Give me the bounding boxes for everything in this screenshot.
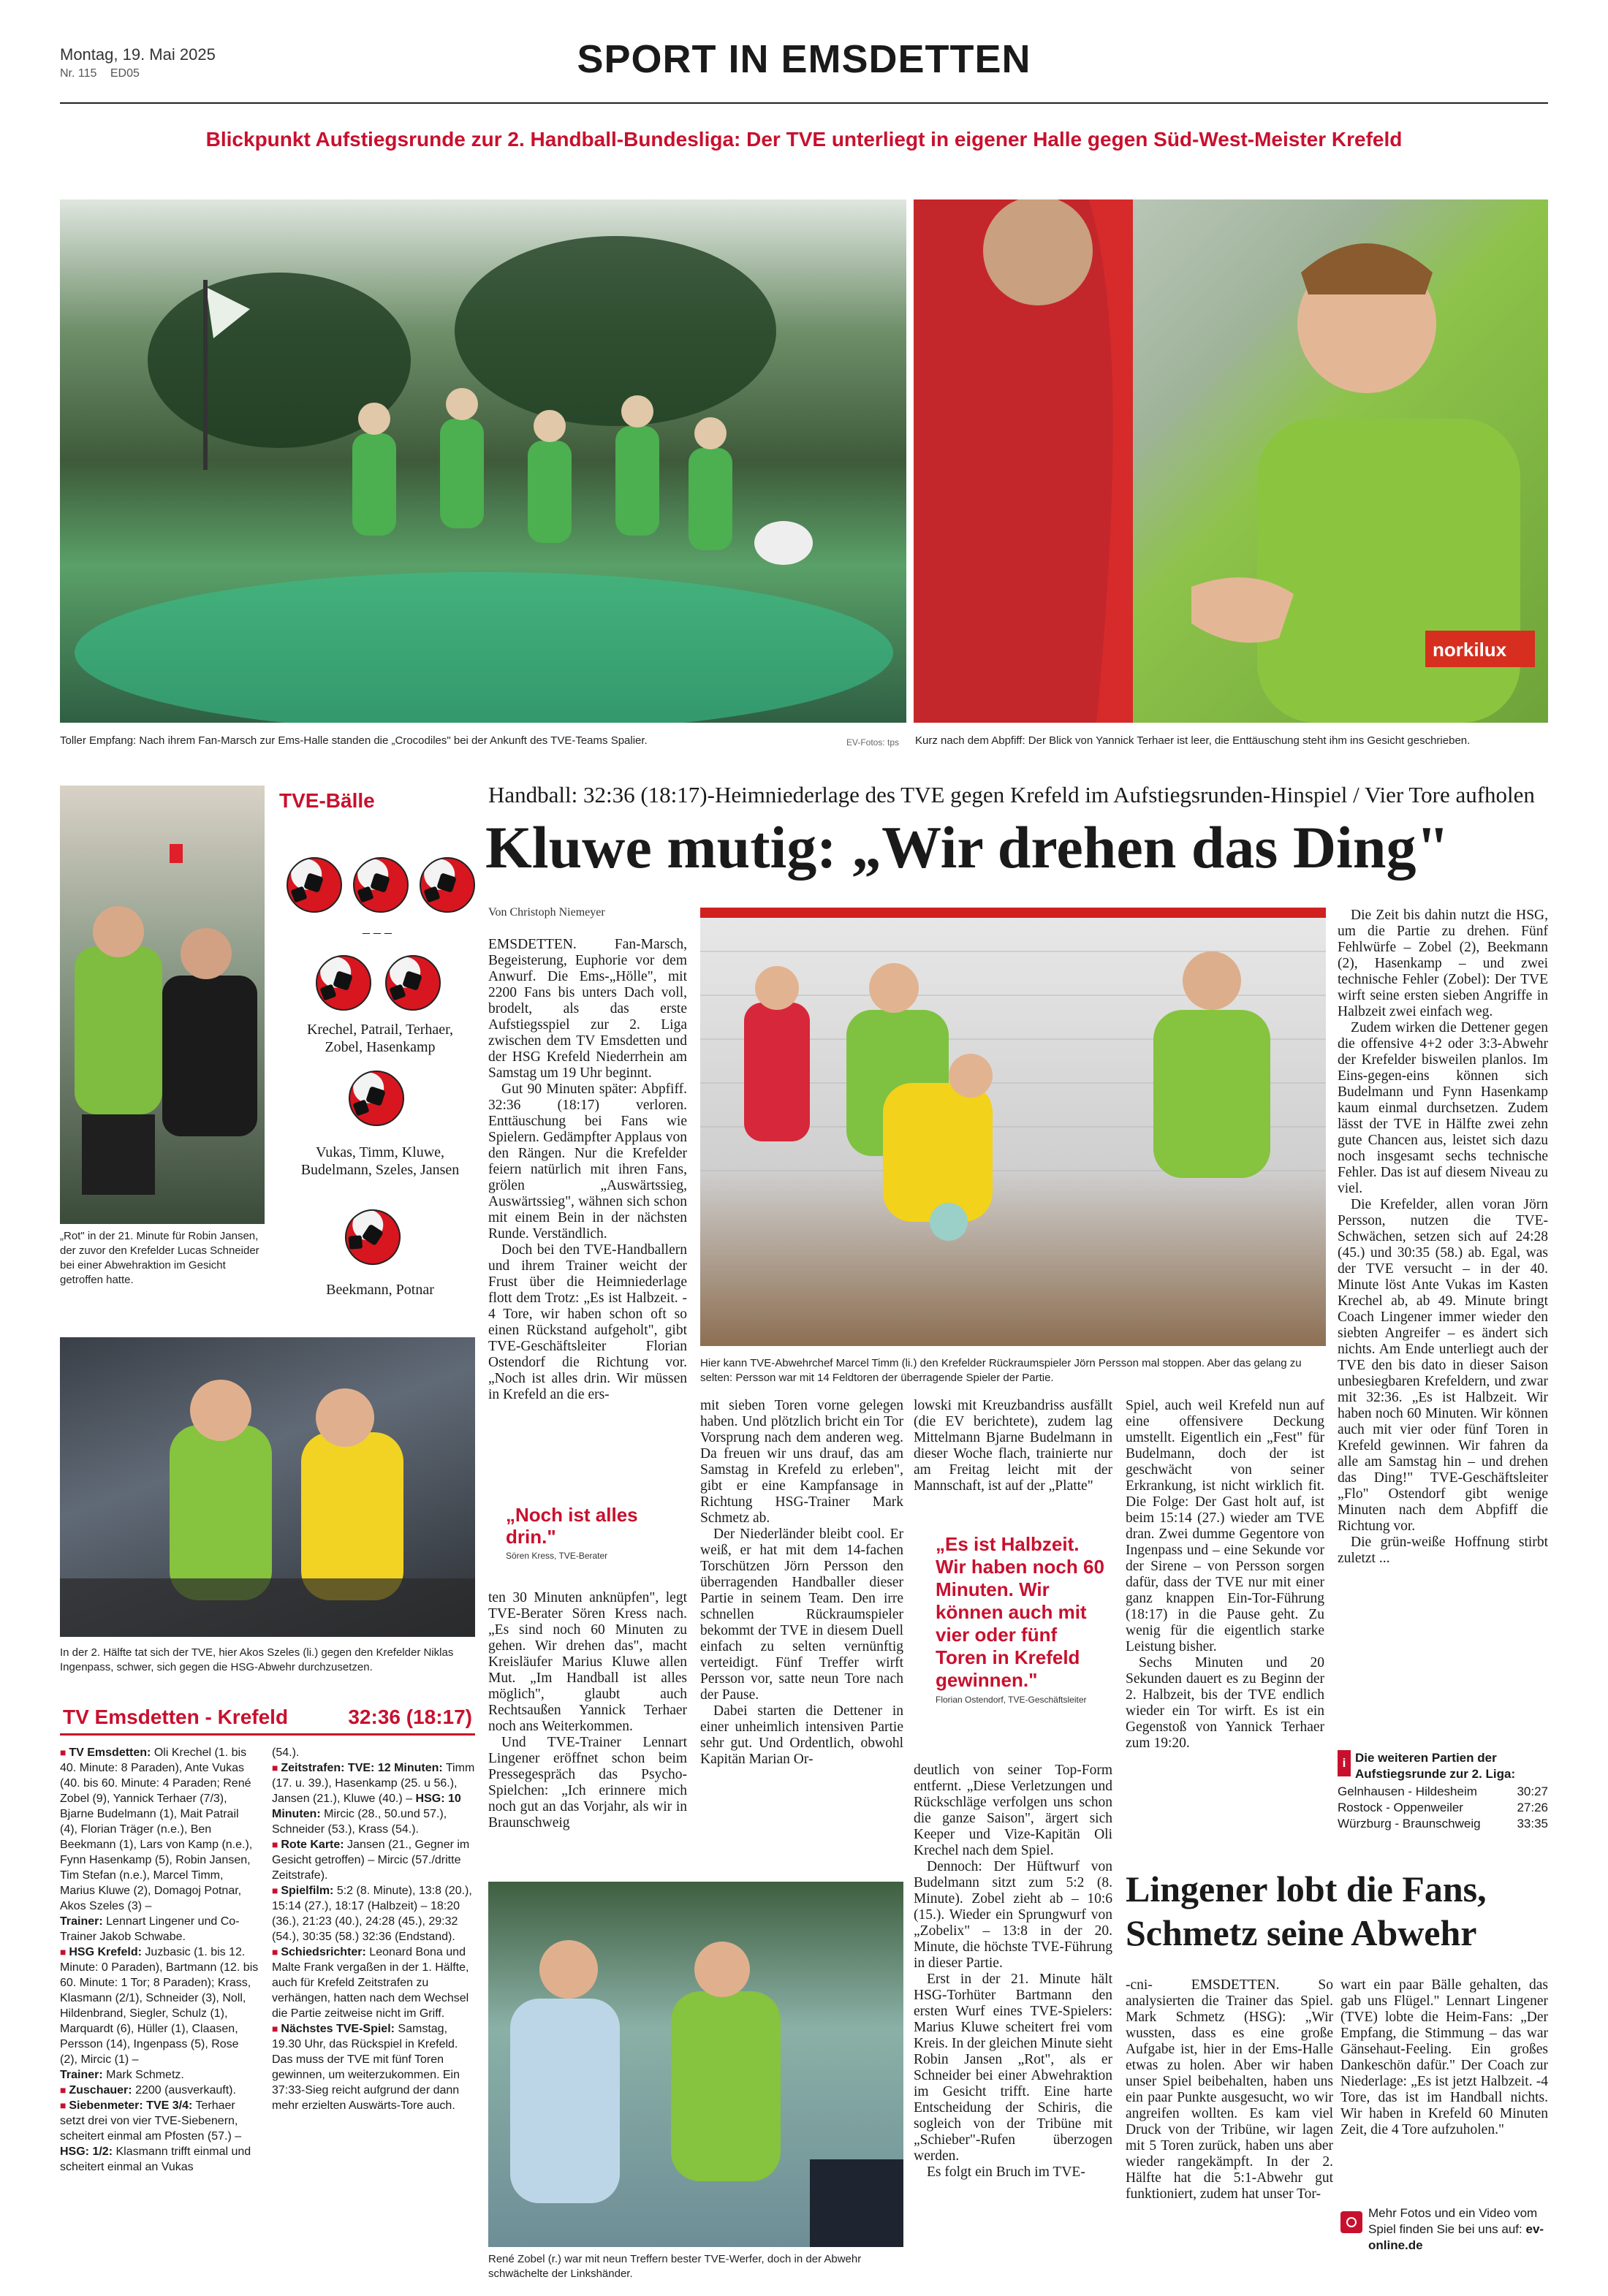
header-date: Montag, 19. Mai 2025 [60, 45, 216, 64]
stats-text: Lennart Lingener und Co-Trainer Jakob Schwabe. [60, 1915, 240, 1943]
stats-label: Siebenmeter: TVE 3/4: [69, 2099, 193, 2112]
red-card-illustration [60, 786, 265, 1224]
article-col-5 [1338, 908, 1548, 1567]
red-ball-icon [316, 955, 371, 1011]
red-ball-icon [385, 955, 441, 1011]
stats-entry [60, 2098, 259, 2144]
pull-quote-2 [936, 1533, 1111, 1705]
second-col-b [1340, 1977, 1548, 2138]
balls-group-2 [316, 955, 441, 1014]
paragraph: deutlich von seiner Top-Form entfernt. „Diese Verletzungen und Rückschläge verfolgen uns schon die ganze Saison", ärgert sich Keeper und Vize-Kapitän Oli Krechel nach dem Spiel. [914, 1763, 1112, 1858]
photo-credit: EV-Fotos: tps [846, 737, 900, 748]
stats-text: Timm (17. u. 39.), Hasenkamp (25. u 56.), Jansen (21.), Kluwe (40.) – [272, 1762, 475, 1805]
stats-entry [60, 1745, 259, 1914]
stats-text: Klasmann trifft einmal und scheitert einmal an Vukas [60, 2145, 251, 2173]
stats-entry [60, 2144, 259, 2175]
kicker-line: Blickpunkt Aufstiegsrunde zur 2. Handball-Bundesliga: Der TVE unterliegt in eigener Halle gegen Süd-West-Meister Krefeld [205, 128, 1403, 151]
cracked-ball-icon [338, 1203, 406, 1271]
paragraph: Dabei starten die Dettener in einer unheimlich intensiven Partie sehr gut. Und Ordentlich, obwohl Kapitän Marian Or- [700, 1703, 903, 1767]
pull-quote-text: „Es ist Halbzeit. Wir haben noch 60 Minuten. Wir können auch mit vier oder fünf Toren in Krefeld gewinnen." [936, 1533, 1104, 1691]
fan-march-illustration [60, 199, 906, 723]
balls-group-2-names: Krechel, Patrail, Terhaer, Zobel, Hasenkamp [306, 1022, 454, 1055]
stats-text: Mircic (28., 50.und 57.), Schneider (53.), Krass (54.). [272, 1808, 447, 1836]
svg-text:norkilux: norkilux [1433, 639, 1507, 661]
balls-group-4 [345, 1209, 401, 1268]
stats-entry [60, 2067, 259, 2083]
timm-persson-illustration [700, 908, 1326, 1346]
balls-group-3-names: Vukas, Timm, Kluwe, Budelmann, Szeles, Jansen [300, 1144, 460, 1178]
info-icon: i [1338, 1750, 1351, 1776]
promo-text: Mehr Fotos und ein Video vom Spiel finden Sie bei uns auf: [1368, 2206, 1538, 2236]
stats-text: (54.). [272, 1746, 300, 1759]
article-author: Von Christoph Niemeyer [488, 906, 605, 919]
stats-label: Nächstes TVE-Spiel: [281, 2023, 395, 2035]
online-promo[interactable] [1340, 2205, 1548, 2254]
result-row [1338, 1800, 1548, 1816]
paragraph: Gut 90 Minuten später: Abpfiff. 32:36 (18:17) verloren. Enttäuschung bei Fans wie Spielern. Gedämpfter Applaus von den Rängen. Nur die Krefelder feiern natürlich mit ihren Fans, grölen „Auswärtssieg, Auswärtssieg", wähnen sich schon mit einem Bein in der nächsten Runde. Verständlich. [488, 1082, 687, 1242]
stats-entry [60, 1914, 259, 1945]
stats-entry [272, 1837, 475, 1883]
zobel-caption: René Zobel (r.) war mit neun Treffern bester TVE-Werfer, doch in der Abwehr schwächelte der Linkshänder. [488, 2253, 862, 2280]
balls-dash: – – – [363, 924, 392, 940]
zobel-illustration [488, 1882, 903, 2247]
stats-entry [272, 1883, 475, 1945]
stats-entry [272, 1945, 475, 2021]
stats-label: HSG: 1/2: [60, 2145, 113, 2158]
paragraph: Die grün-weiße Hoffnung stirbt zuletzt ... [1338, 1535, 1548, 1566]
article-col-4 [1126, 1398, 1324, 1752]
result-score: 33:35 [1517, 1817, 1548, 1831]
timm-persson-caption: Hier kann TVE-Abwehrchef Marcel Timm (li.) den Krefelder Rückraumspieler Jörn Persson mal stoppen. Aber das gelang zu selten: Persson war mit 14 Feldtoren der überragende Spieler der Partie. [700, 1357, 1302, 1384]
second-col-a [1126, 1977, 1333, 2202]
stats-entry [272, 1745, 475, 1760]
stats-text: Terhaer setzt drei von vier TVE-Siebenern, scheitert einmal am Pfosten (57.) – [60, 2099, 242, 2143]
red-card-caption: „Rot" in der 21. Minute für Robin Jansen, der zuvor den Krefelder Lucas Schneider bei einer Abwehraktion im Gesicht getroffen hatte. [60, 1230, 259, 1286]
camera-icon [1340, 2211, 1362, 2233]
stats-label: HSG: 10 Minuten: [272, 1793, 461, 1820]
paragraph: Spiel, auch weil Krefeld nun auf eine offensivere Deckung umstellt. Eigentlich ein „Fest" für Budelmann, doch der ist geschwächt von seiner Erkrankung, ist nicht wirklich fit. Die Folge: Der Gast holt auf, ist beim 15:14 (27.) wieder am TVE dran. Zwei dumme Gegentore von Ingenpass und – eine Sekunde vor der Sirene – von Persson sorgen dafür, dass der TVE nur mit einer ganz knappen Ein-Tor-Führung (18:17) in die Pause geht. Zu wenig für die eigentlich starke Leistung bisher. [1126, 1398, 1324, 1654]
stats-label: Schiedsrichter: [281, 1946, 366, 1958]
fan-march-photo [60, 199, 906, 723]
promo-link[interactable]: ev-online.de [1368, 2222, 1544, 2252]
balls-group-1 [287, 857, 475, 916]
issue-number: Nr. 115 [60, 67, 97, 80]
pull-quote-source: Sören Kress, TVE-Berater [506, 1551, 608, 1561]
fan-march-caption: Toller Empfang: Nach ihrem Fan-Marsch zur Ems-Halle standen die „Crocodiles" bei der Ankunft des TVE-Teams Spalier. [60, 734, 648, 747]
pull-quote-text: „Noch ist alles drin." [506, 1504, 638, 1548]
paragraph: EMSDETTEN. Fan-Marsch, Begeisterung, Euphorie vor dem Anwurf. Die Ems-„Hölle", mit 2200 Fans bis unters Dach voll, brodelt, als das erste Aufstiegsspiel zur 2. Liga zwischen dem TV Emsdetten und der HSG Krefeld Niederrhein am Samstag um 19 Uhr beginnt. [488, 937, 687, 1081]
balls-title: TVE-Bälle [279, 789, 375, 812]
red-card-photo [60, 786, 265, 1224]
paragraph: wart ein paar Bälle gehalten, das gab uns Flügel." Lennart Lingener (TVE) lobte die Heim-Fans: „Der Empfang, die Stimmung – das war Gänsehaut-Feeling. Ein großes Dankeschön dafür." Der Coach zur Niederlage: „Es ist jetzt Halbzeit. -4 Tore, das ist im Handball nichts. Wir haben in Krefeld 60 Minuten Zeit, die 4 Tore aufzuholen." [1340, 1977, 1548, 2137]
header-rule [60, 102, 1548, 104]
stats-label: Zuschauer: [69, 2084, 132, 2097]
stats-text: Jansen (21., Gegner im Gesicht getroffen) – Mircic (57./dritte Zeitstrafe). [272, 1839, 470, 1882]
paragraph: ten 30 Minuten anknüpfen", legt TVE-Berater Sören Kress nach. „Es sind noch 60 Minuten zu gehen. Wir drehen das", macht Kreisläufer Marius Kluwe allen Mut. „Im Handball ist alles möglich", glaubt auch Rechtsaußen Yannick Terhaer noch ans Weiterkommen. [488, 1590, 687, 1734]
article-col-3 [914, 1398, 1112, 1494]
balls-box [272, 786, 482, 1312]
stats-label: Trainer: [60, 2069, 103, 2081]
stats-right-col [272, 1745, 475, 2113]
zobel-photo [488, 1882, 903, 2247]
promo-text-wrap [1368, 2205, 1548, 2254]
result-match: Gelnhausen - Hildesheim [1338, 1784, 1477, 1798]
stats-label: Rote Karte: [281, 1839, 344, 1851]
stats-title: TV Emsdetten - Krefeld [63, 1706, 289, 1728]
result-match: Rostock - Oppenweiler [1338, 1801, 1463, 1814]
paragraph: Zudem wirken die Dettener gegen die offensive 4+2 oder 3:3-Abwehr der Krefelder bisweilen planlos. Im Eins-gegen-eins können sich Budelmann und Fynn Hasenkamp kaum einmal durchsetzen. Zudem lässt der TVE in Hälfte zwei zehn gute Chancen aus, leistet sich dazu noch insgesamt sechs technische Fehler. Das ist auf diesem Niveau zu viel. [1338, 1020, 1548, 1196]
stats-left-col [60, 1745, 259, 2175]
stats-text: Mark Schmetz. [106, 2069, 184, 2081]
result-row [1338, 1816, 1548, 1832]
stats-label: TV Emsdetten: [69, 1746, 151, 1759]
results-title [1338, 1750, 1548, 1782]
paragraph: Sechs Minuten und 20 Sekunden dauert es zu Beginn der 2. Halbzeit, bis der TVE endlich wieder ein Tor wirft. Es ist ein Gegenstoß von Yannick Terhaer zum 19:20. [1126, 1655, 1324, 1751]
paragraph: lowski mit Kreuzbandriss ausfällt (die EV berichtete), zudem lag Mittelmann Bjarne Budelmann in dieser Woche flach, trainierte nur am Freitag leicht mit der Mannschaft, ist auf der „Platte" [914, 1398, 1112, 1494]
article-headline: Kluwe mutig: „Wir drehen das Ding" [485, 814, 1449, 881]
results-title-text: Die weiteren Partien der Aufstiegsrunde zur 2. Liga: [1355, 1751, 1516, 1781]
pull-quote-source: Florian Ostendorf, TVE-Geschäftsleiter [936, 1695, 1087, 1705]
paragraph: Der Niederländer bleibt cool. Er weiß, er hat mit dem 14-fachen Torschützen Jörn Persson den überragenden Handballer dieser Partie in seinem Team. Den irre schnellen Rückraumspieler bekommt der TVE in diesem Duell einfach zu selten vernünftig verteidigt. Fünf Treffer wirft Persson vor, satte neun Tore nach der Pause. [700, 1527, 903, 1703]
stats-label: Zeitstrafen: TVE: 12 Minuten: [281, 1762, 443, 1774]
balls-group-4-names: Beekmann, Potnar [326, 1282, 434, 1298]
red-ball-icon [420, 857, 475, 913]
stats-text: 2200 (ausverkauft). [135, 2084, 236, 2097]
paragraph: Doch bei den TVE-Handballern und ihrem Trainer weicht der Frust über die Heimniederlage flott dem Trotz: „Es ist Halbzeit. - 4 Tore, wir haben schon oft so einen Rückstand aufgeholt", gibt TVE-Geschäftsleiter Florian Ostendorf die Richtung vor. „Noch ist alles drin. Wir müssen in Krefeld an die ers- [488, 1242, 687, 1402]
result-row [1338, 1784, 1548, 1800]
stats-label: Spielfilm: [281, 1885, 334, 1897]
results-box [1338, 1750, 1548, 1832]
stats-header [60, 1703, 475, 1736]
edition-code: ED05 [110, 67, 140, 80]
terhaer-illustration [914, 199, 1548, 723]
paragraph: Und TVE-Trainer Lennart Lingener eröffnet schon beim Pressegespräch das Psycho-Spielchen: „Ich erinnere mich noch gut an das Vorjahr, als wir in Braunschweig [488, 1735, 687, 1831]
paragraph: Erst in der 21. Minute hält HSG-Torhüter Bartmann den ersten Wurf eines TVE-Spielers: Marius Kluwe scheitert frei vom Kreis. In der gleichen Minute sieht Robin Jansen „Rot", als er Schneider bei einer Abwehraktion im Gesicht trifft. Eine harte Entscheidung der Schiris, die sogleich von der Tribüne mit „Schieber"-Rufen überzogen werden. [914, 1972, 1112, 2164]
section-title: SPORT IN EMSDETTEN [577, 37, 1031, 81]
second-headline-line-1: Lingener lobt die Fans, [1126, 1869, 1487, 1909]
second-headline-line-2: Schmetz seine Abwehr [1126, 1912, 1477, 1953]
stats-entry [60, 2083, 259, 2098]
paragraph: Die Krefelder, allen voran Jörn Persson, nutzen die TVE-Schwächen, setzen sich auf 24:28 (45.) und 30:35 (58.) ab. Egal, was der TVE versucht – in der 40. Minute löst Ante Vukas im Kasten Krechel ab, ab 49. Minute bringt Coach Lingener immer wieder den siebten Angreifer – es ändert sich nichts. Am Ende unterliegt auch der TVE den bis dato in dieser Saison unbesiegbaren Krefeldern, und zwar mit 32:36. „Es ist Halbzeit. Wir haben noch 60 Minuten. Wir können auch mit vier oder fünf Toren in Krefeld gewinnen. Wir fahren da alle am Samstag hin – und drehen das Ding!" TVE-Geschäftsleiter „Flo" Ostendorf gibt wenige Minuten nach dem Abpfiff die Richtung vor. [1338, 1197, 1548, 1534]
article-overline: Handball: 32:36 (18:17)-Heimniederlage des TVE gegen Krefeld im Aufstiegsrunden-Hinspiel / Vier Tore aufholen [488, 782, 1535, 807]
stats-text: 5:2 (8. Minute), 13:8 (20.), 15:14 (27.), 18:17 (Halbzeit) – 18:20 (36.), 21:23 (40.), 24:28 (45.), 29:32 (54.), 30:35 (58.) 32:36 (Endstand). [272, 1885, 472, 1943]
stats-text: Juzbasic (1. bis 12. Minute: 0 Paraden), Bartmann (12. bis 60. Minute: 1 Tor; 8 Paraden); Krass, Klasmann (2/1), Schneider (3), Noll, Hildenbrand, Siegler, Schulz (1), Marquardt (6), Hüller (1), Claasen, Persson (14), Ingenpass (5), Rose (2), Mircic (1) – [60, 1946, 259, 2066]
stats-box [60, 1703, 475, 2273]
stats-text: Samstag, 19.30 Uhr, das Rückspiel in Krefeld. Das muss der TVE mit fünf Toren gewinnen, um weiterzukommen. Ein 37:33-Sieg reicht aufgrund der dann mehr erzielten Auswärts-Tore auch. [272, 2023, 460, 2112]
stats-score: 32:36 (18:17) [348, 1706, 472, 1728]
stats-entry [272, 2021, 475, 2113]
stats-entry [60, 1945, 259, 2067]
red-ball-icon [353, 857, 409, 913]
balls-group-3 [349, 1071, 404, 1129]
result-score: 27:26 [1517, 1801, 1548, 1814]
result-match: Würzburg - Braunschweig [1338, 1817, 1481, 1831]
stats-label: Trainer: [60, 1915, 103, 1928]
szeles-illustration [60, 1337, 475, 1637]
red-ball-icon [349, 1071, 404, 1126]
stats-text: Oli Krechel (1. bis 40. Minute: 8 Paraden), Ante Vukas (40. bis 60. Minute: 4 Paraden; René Zobel (9), Yannick Terhaer (7/3), Bjarne Budelmann (1), Mait Patrail (4), Florian Träger (n.e.), Ben Beekmann (1), Lars von Kamp (n.e.), Fynn Hasenkamp (5), Robin Jansen, Tim Stefan (n.e.), Marcel Timm, Marius Kluwe (2), Domagoj Potnar, Akos Szeles (3) – [60, 1746, 253, 1912]
szeles-caption: In der 2. Hälfte tat sich der TVE, hier Akos Szeles (li.) gegen den Krefelder Niklas Ingenpass, schwer, sich gegen die HSG-Abwehr durchzusetzen. [60, 1646, 454, 1673]
terhaer-caption: Kurz nach dem Abpfiff: Der Blick von Yannick Terhaer ist leer, die Enttäuschung steht ihm ins Gesicht geschrieben. [915, 734, 1471, 747]
terhaer-photo [914, 199, 1548, 723]
szeles-photo [60, 1337, 475, 1637]
second-headline [1126, 1867, 1548, 1955]
paragraph: mit sieben Toren vorne gelegen haben. Und plötzlich bricht ein Tor Vorsprung nach dem anderen weg. Da freuen wir uns drauf, das am Samstag in Krefeld zu erleben", gibt er eine Kampfansage in Richtung HSG-Trainer Mark Schmetz ab. [700, 1398, 903, 1526]
stats-label: HSG Krefeld: [69, 1946, 142, 1958]
stats-text: Leonard Bona und Malte Frank vergaßen in der 1. Hälfte, auch für Krefeld Zeitstrafen zu verhängen, hatten nach dem Wechsel die Partie zeitweise nicht im Griff. [272, 1946, 469, 2020]
paragraph: -cni- EMSDETTEN. So analysierten die Trainer das Spiel. Mark Schmetz (HSG): „Wir wussten, dass es eine große Aufgabe ist, hier in der Ems-Halle etwas zu holen. Aber wir haben unser Spiel beibehalten, haben uns ein paar Punkte ausgesucht, wo wir angreifen wollten. Es kam viel Druck von der Tribüne, wir lagen mit 5 Toren zurück, haben uns aber wieder rangekämpft. In der 2. Hälfte hat die 5:1-Abwehr gut funktioniert, zudem hat unser Tor- [1126, 1977, 1333, 2202]
paragraph: Dennoch: Der Hüftwurf von Budelmann sitzt zum 5:2 (8. Minute). Zobel zieht ab – 10:6 (15.). Wieder ein Sprungwurf von „Zobelix" – 13:8 in der 20. Minute, die höchste TVE-Führung in dieser Partie. [914, 1859, 1112, 1971]
article-col-1b [488, 1590, 687, 1831]
paragraph: Die Zeit bis dahin nutzt die HSG, um die Partie zu drehen. Fünf Fehlwürfe – Zobel (2), Beekmann (2), Hasenkamp – und zwei technische Fehler (Zobel): Der TVE wirft seine ersten sieben Angriffe in Halbzeit zwei einfach weg. [1338, 908, 1548, 1019]
article-col-1 [488, 937, 687, 1403]
stats-entry [272, 1760, 475, 1837]
result-score: 30:27 [1517, 1784, 1548, 1798]
timm-persson-photo [700, 908, 1326, 1346]
article-col-2 [700, 1398, 903, 1768]
paragraph: Es folgt ein Bruch im TVE- [927, 2164, 1085, 2180]
article-col-3b [914, 1763, 1112, 2181]
pull-quote-1 [506, 1504, 678, 1561]
red-ball-icon [287, 857, 342, 913]
